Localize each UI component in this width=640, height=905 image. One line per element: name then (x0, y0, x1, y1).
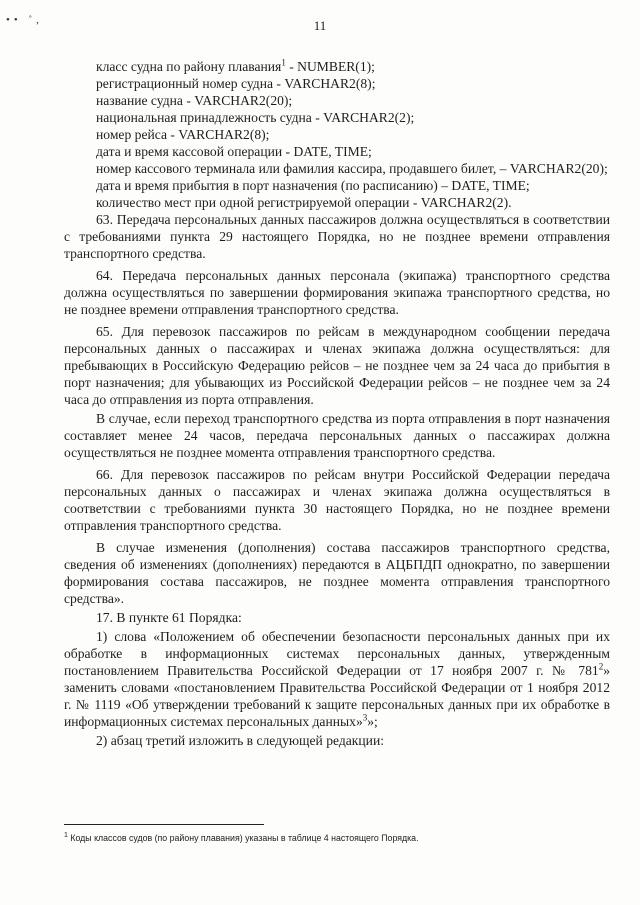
footnote-ref: 2 (598, 661, 604, 672)
paragraph-64: 64. Передача персональных данных персонала (экипажа) транспортного средства должна осуществляться по завершении формирования экипажа транспортного средства, но не позднее времени отправления транспортного средства. (64, 268, 610, 317)
field-list (64, 58, 610, 211)
paragraph-65-continued: В случае, если переход транспортного средства из порта отправления в порт назначения составляет менее 24 часов, передача персональных данных о пассажирах должна осуществляться не позднее момента отправления транспортного средства. (64, 411, 610, 460)
list-item: дата и время прибытия в порт назначения (по расписанию) – DATE, TIME; (96, 178, 530, 193)
list-item: класс судна по району плавания$^1$ - NUMBER(1); (96, 57, 375, 74)
list-item: название судна - VARCHAR2(20); (96, 93, 293, 108)
footnote-ref: 1 (281, 57, 286, 68)
footnote-ref: 3 (362, 712, 368, 723)
amendment-item-1: 1) слова «Положением об обеспечении безопасности персональных данных при их обработке в информационных системах персональных данных, утвержденным постановлением Правительства Российской Федерации от 17 ноября 2007 г. № $781^2$» заменить словами «постановлением Правительства Российской Федерации от 1 ноября 2012 г. № 1119 «Об утверждении требований к защите персональных данных при их обработке в информационных системах персональных данных»$^3$»; (64, 629, 610, 729)
list-item: регистрационный номер судна - VARCHAR2(8); (96, 76, 376, 91)
amendment-item-2: 2) абзац третий изложить в следующей редакции: (96, 733, 385, 748)
body-text (64, 58, 610, 749)
list-item: дата и время кассовой операции - DATE, TIME; (96, 144, 372, 159)
paragraph-65: 65. Для перевозок пассажиров по рейсам в международном сообщении передача персональных данных о пассажирах и членах экипажа должна осуществляться: для пребывающих в Российскую Федерацию рейсов – не позднее чем за 24 часа до прибытия в порт назначения; для убывающих из Российской Федерации рейсов – не позднее чем за 24 часа до отправления из порта отправления. (64, 324, 610, 407)
list-item: номер рейса - VARCHAR2(8); (96, 127, 270, 142)
footnote-divider (64, 824, 264, 825)
footnote (64, 833, 610, 843)
footnote-number: 1 (64, 832, 68, 840)
list-item: количество мест при одной регистрируемой операции - VARCHAR2(2). (96, 195, 512, 210)
footnote-text: Коды классов судов (по району плавания) указаны в таблице 4 настоящего Порядка. (67, 833, 419, 843)
paragraph-63: 63. Передача персональных данных пассажиров должна осуществляться в соответствии с требованиями пункта 29 настоящего Порядка, но не позднее времени отправления транспортного средства. (64, 212, 610, 261)
page-number: 11 (313, 18, 327, 33)
list-item: национальная принадлежность судна - VARCHAR2(2); (96, 110, 415, 125)
paragraph-17: 17. В пункте 61 Порядка: (96, 610, 242, 625)
paragraph-66: 66. Для перевозок пассажиров по рейсам внутри Российской Федерации передача персональных данных о пассажирах и членах экипажа должна осуществляться в соответствии с требованиями пункта 30 настоящего Порядка, но не позднее времени отправления транспортного средства. (64, 467, 610, 533)
list-item: номер кассового терминала или фамилия кассира, продавшего билет, – VARCHAR2(20); (96, 161, 608, 176)
paragraph-66-continued: В случае изменения (дополнения) состава пассажиров транспортного средства, сведения об изменениях (дополнениях) передаются в АЦБПДП однократно, по завершении формирования состава пассажиров, не позднее момента отправления транспортного средства». (64, 540, 610, 606)
corner-marks: •• ˚, (6, 14, 43, 26)
